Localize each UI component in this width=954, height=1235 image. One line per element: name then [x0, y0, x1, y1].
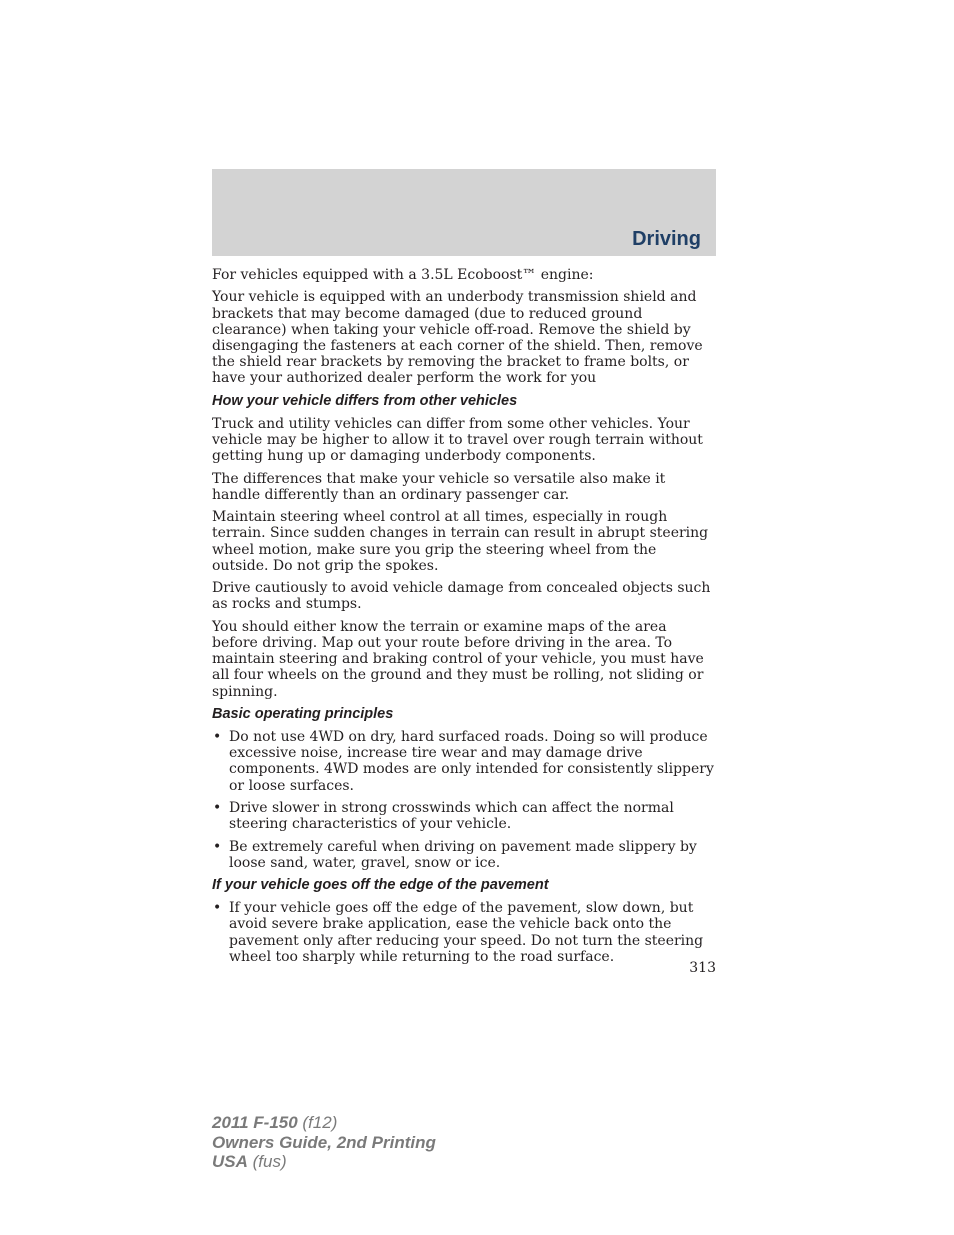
page-number: 313	[689, 960, 716, 976]
list-item: • Do not use 4WD on dry, hard surfaced roads. Doing so will produce excessive noise, increase tire wear and may damage drive components. 4WD modes are only intended for consistently slippery or loose surfaces.	[212, 729, 716, 794]
intro-lead: For vehicles equipped with a 3.5L Ecoboost™ engine:	[212, 267, 594, 283]
footer-line-market	[212, 1152, 436, 1172]
footer-market: USA	[212, 1152, 248, 1171]
footer-publication-info	[212, 1113, 436, 1172]
section-title: Driving	[632, 228, 701, 250]
footer-market-code: (fus)	[247, 1152, 287, 1171]
list-item: • If your vehicle goes off the edge of the pavement, slow down, but avoid severe brake application, ease the vehicle back onto the pavement only after reducing your speed. Do not turn the steering wheel too sharply while returning to the road surface.	[212, 900, 716, 965]
paragraph: Maintain steering wheel control at all times, especially in rough terrain. Since sudden changes in terrain can result in abrupt steering wheel motion, make sure you grip the steering wheel from the outside. Do not grip the spokes.	[212, 509, 709, 574]
section-heading-vehicle-differences: How your vehicle differs from other vehicles	[212, 392, 518, 409]
intro-body: Your vehicle is equipped with an underbody transmission shield and brackets that may become damaged (due to reduced ground clearance) when taking your vehicle off-road. Remove the shield by disengaging the fasteners at each corner of the shield. Then, remove the shield rear brackets by removing the bracket to frame bolts, or have your authorized dealer perform the work for you	[212, 289, 703, 387]
list-item: • Drive slower in strong crosswinds which can affect the normal steering characteristics of your vehicle.	[212, 800, 716, 832]
footer-line-guide	[212, 1133, 436, 1153]
bullet-list	[212, 729, 716, 871]
paragraph: The differences that make your vehicle so versatile also make it handle differently than an ordinary passenger car.	[212, 470, 666, 503]
paragraph: You should either know the terrain or examine maps of the area before driving. Map out your route before driving in the area. To maintain steering and braking control of your vehicle, you must have all four wheels on the ground and they must be rolling, not sliding or spinning.	[212, 618, 704, 700]
section-heading-off-pavement: If your vehicle goes off the edge of the pavement	[212, 877, 549, 894]
footer-line-model	[212, 1113, 436, 1133]
page-content	[212, 267, 716, 971]
paragraph: Drive cautiously to avoid vehicle damage from concealed objects such as rocks and stumps.	[212, 580, 711, 613]
paragraph: Truck and utility vehicles can differ from some other vehicles. Your vehicle may be higher to allow it to travel over rough terrain without getting hung up or damaging underbody components.	[212, 415, 703, 465]
list-item: • Be extremely careful when driving on pavement made slippery by loose sand, water, gravel, snow or ice.	[212, 839, 716, 871]
footer-model-code: (f12)	[297, 1113, 338, 1132]
footer-guide: Owners Guide, 2nd Printing	[212, 1132, 436, 1152]
section-header-band	[212, 169, 716, 256]
bullet-list	[212, 900, 716, 965]
section-heading-basic-principles: Basic operating principles	[212, 705, 394, 722]
footer-model: 2011 F-150	[212, 1113, 298, 1132]
